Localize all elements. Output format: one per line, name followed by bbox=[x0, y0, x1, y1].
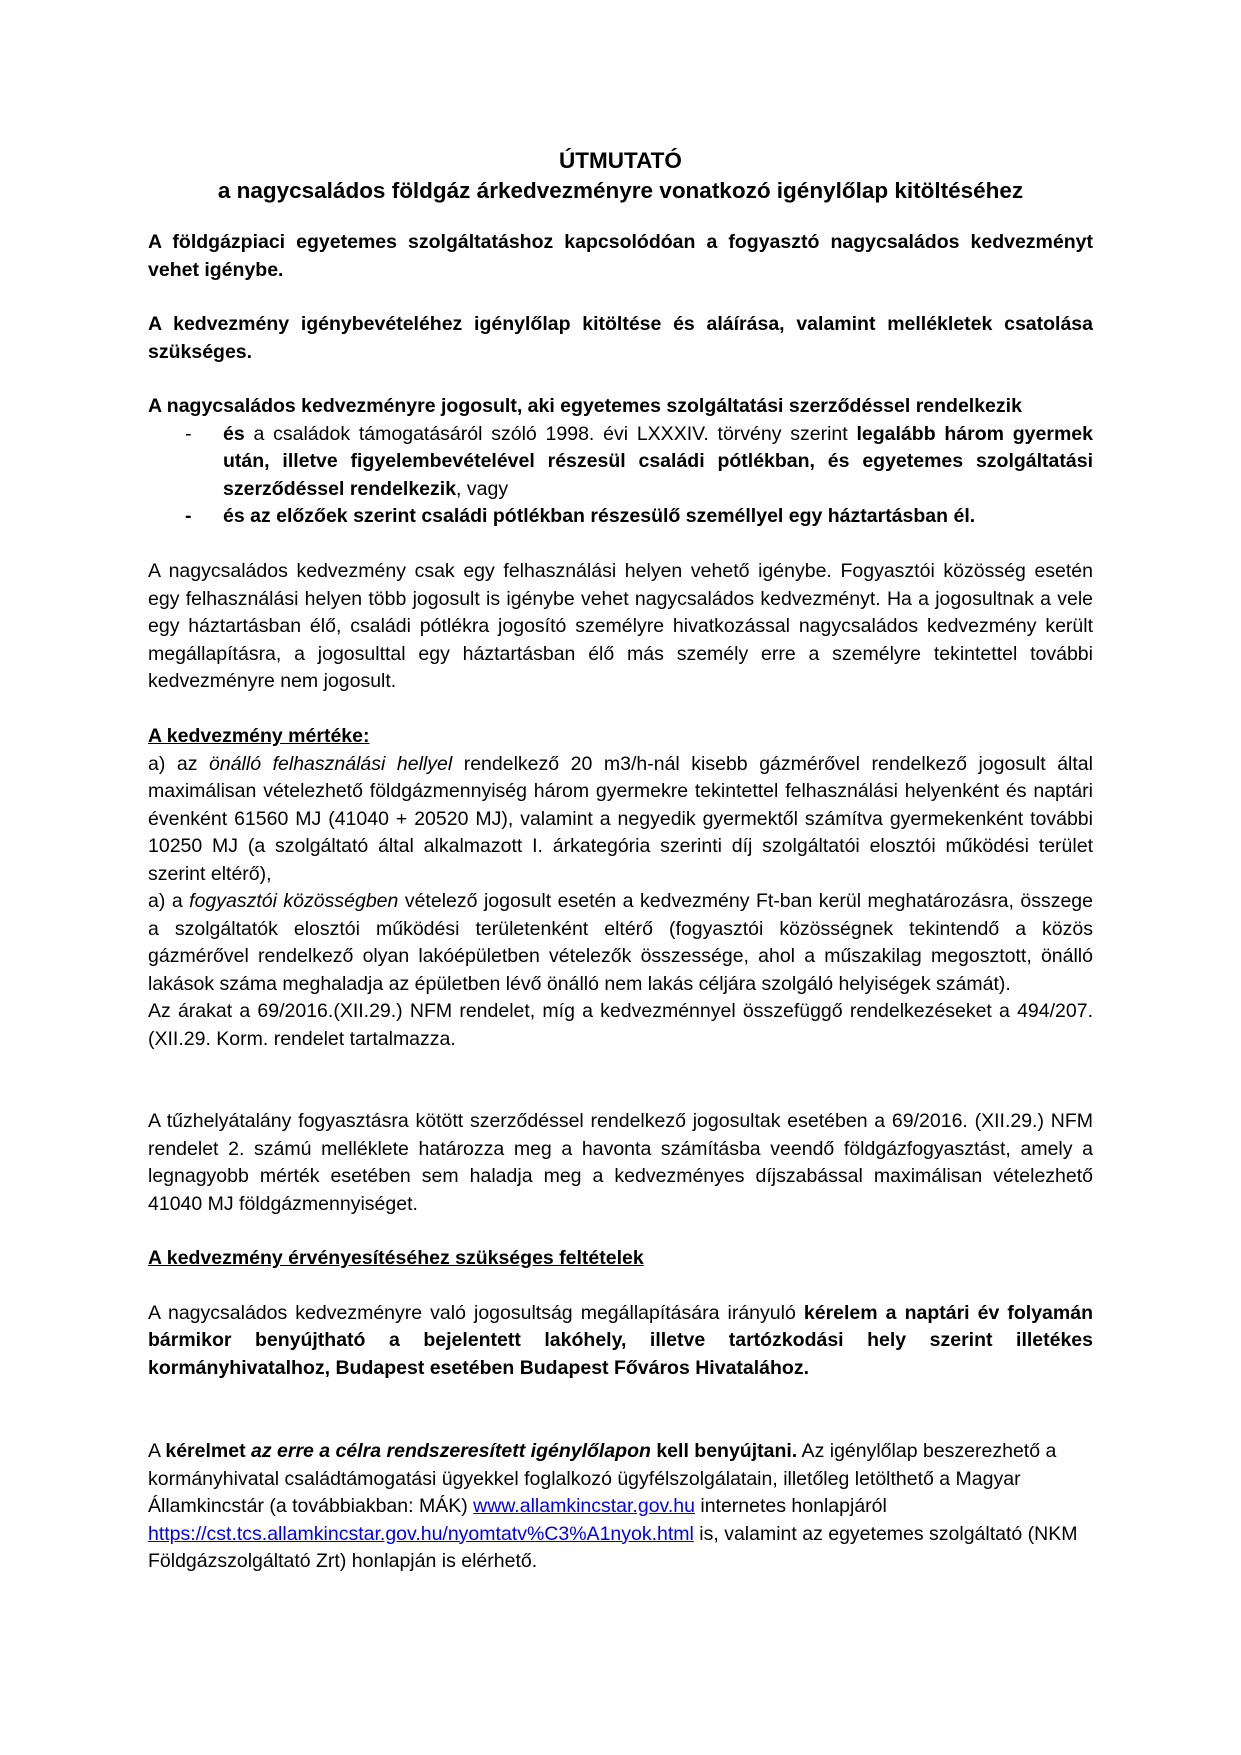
conditions-heading: A kedvezmény érvényesítéséhez szükséges feltételek bbox=[148, 1247, 644, 1269]
item-2-text: és az előzőek szerint családi pótlékban részesülő személlyel egy háztartásban él. bbox=[223, 505, 976, 527]
submit-text-4: is, valamint az egyetemes szolgáltató (NKM Földgázszolgáltató Zrt) honlapján is elérhető. bbox=[148, 1522, 1078, 1572]
document-title bbox=[148, 146, 1093, 206]
rate-a1-prefix: a) az bbox=[148, 752, 210, 775]
list-dash: - bbox=[185, 422, 192, 445]
rate-a1-italic: önálló felhasználási hellyel bbox=[209, 752, 453, 775]
item-1-bold-rest: legalább három gyermek után, illetve figyelembevételével részesül családi pótlékban, és egyetemes szolgáltatási szerződéssel rendelkezik bbox=[223, 422, 1093, 500]
rate-item-a1 bbox=[148, 751, 1093, 889]
title-line-2: a nagycsaládos földgáz árkedvezményre vonatkozó igénylőlap kitöltéséhez bbox=[217, 178, 1024, 203]
intro-paragraph-1: A földgázpiaci egyetemes szolgáltatáshoz kapcsolódóan a fogyasztó nagycsaládos kedvezményt vehet igénybe. bbox=[148, 231, 1093, 281]
submit-text-2: Az igénylőlap beszerezhető a kormányhivatal családtámogatási ügyekkel foglalkozó ügyfélszolgálatain, illetőleg letölthető a Magyar Államkincstár (a továbbiakban: MÁK) bbox=[148, 1440, 1057, 1517]
single-place-paragraph: A nagycsaládos kedvezmény csak egy felhasználási helyen vehető igénybe. Fogyasztói közösség esetén egy felhasználási helyen több jogosult is igénybe vehet nagycsaládos kedvezményt. Ha a jogosultnak a vele egy háztartásban élő, családi pótlékra jogosító személyre hivatkozással nagycsaládos kedvezmény került megállapításra, a jogosulttal egy háztartásban élő más személy erre a személyre tekintettel további kedvezményre nem jogosult. bbox=[148, 560, 1093, 692]
fireplace-paragraph: A tűzhelyátalány fogyasztásra kötött szerződéssel rendelkező jogosultak esetében a 69/2016. (XII.29.) NFM rendelet 2. számú melléklete határozza meg a havonta számításba veendő földgázfogyasztást, amely a legnagyobb mérték esetében sem haladja meg a kedvezményes díjszabással maximálisan vételezhető 41040 MJ földgázmennyiséget. bbox=[148, 1110, 1093, 1215]
conditions-text: A nagycsaládos kedvezményre való jogosultság megállapítására irányuló bbox=[148, 1301, 804, 1324]
rate-heading: A kedvezmény mértéke: bbox=[148, 725, 370, 747]
rate-item-a2 bbox=[148, 888, 1093, 998]
eligibility-heading: A nagycsaládos kedvezményre jogosult, aki egyetemes szolgáltatási szerződéssel rendelkezik bbox=[148, 395, 1022, 417]
submit-paragraph bbox=[148, 1438, 1108, 1576]
rate-a2-prefix: a) a bbox=[148, 890, 190, 912]
allamkincstar-link[interactable]: www.allamkincstar.gov.hu bbox=[473, 1495, 695, 1517]
conditions-paragraph bbox=[148, 1300, 1093, 1383]
item-1-text: a családok támogatásáról szóló 1998. évi LXXXIV. törvény szerint bbox=[244, 422, 857, 445]
conditions-bold-text: kérelem a naptári év folyamán bármikor benyújtható a bejelentett lakóhely, illetve tartózkodási hely szerint illetékes kormányhivatalhoz, Budapest esetében Budapest Főváros Hivatalához. bbox=[148, 1301, 1093, 1379]
intro-paragraph-2: A kedvezmény igénybevételéhez igénylőlap kitöltése és aláírása, valamint mellékletek csatolása szükséges. bbox=[148, 313, 1093, 363]
rate-section bbox=[148, 723, 1093, 1053]
rate-a2-italic: fogyasztói közösségben bbox=[189, 890, 399, 912]
submit-bold-italic: az erre a célra rendszeresített igénylőlapon bbox=[251, 1440, 651, 1462]
eligibility-item-1 bbox=[148, 421, 1093, 504]
item-1-tail: , vagy bbox=[456, 477, 509, 500]
submit-text-3: internetes honlapjáról bbox=[694, 1495, 887, 1517]
item-1-bold-start: és bbox=[223, 422, 245, 445]
eligibility-section bbox=[148, 393, 1093, 531]
eligibility-item-2 bbox=[148, 503, 1093, 531]
submit-text-1: A bbox=[148, 1440, 166, 1462]
submit-bold-1: kérelmet bbox=[165, 1440, 251, 1462]
rate-a1-text: rendelkező 20 m3/h-nál kisebb gázmérővel rendelkező jogosult által maximálisan vételezhető földgázmennyiség három gyermekre tekintettel felhasználási helyenként és naptári évenként 61560 MJ (41040 + 20520 MJ), valamint a negyedik gyermektől számítva gyermekenként további 10250 MJ (a szolgáltató által alkalmazott I. árkategória szerinti díj szolgáltatói elosztói működési terület szerint eltérő), bbox=[148, 752, 1093, 885]
rate-a2-text: vételező jogosult esetén a kedvezmény Ft-ban kerül meghatározásra, összege a szolgáltatók elosztói működési területenként eltérő (fogyasztói közösségnek tekintendő a közös gázmérővel rendelkező olyan lakóépületben vételezők összessége, ahol a műszakilag megosztott, önálló lakások száma meghaladja az épületben lévő önálló nem lakás céljára szolgáló helyiségek számát). bbox=[148, 890, 1093, 995]
title-line-1: ÚTMUTATÓ bbox=[559, 148, 682, 173]
conditions-section bbox=[148, 1245, 1093, 1382]
submit-bold-2: kell benyújtani. bbox=[650, 1440, 798, 1462]
list-dash: - bbox=[185, 505, 192, 527]
forms-download-link[interactable]: https://cst.tcs.allamkincstar.gov.hu/nyomtatv%C3%A1nyok.html bbox=[148, 1522, 694, 1545]
rate-prices: Az árakat a 69/2016.(XII.29.) NFM rendelet, míg a kedvezménnyel összefüggő rendelkezéseket a 494/207.(XII.29. Korm. rendelet tartalmazza. bbox=[148, 1000, 1093, 1050]
